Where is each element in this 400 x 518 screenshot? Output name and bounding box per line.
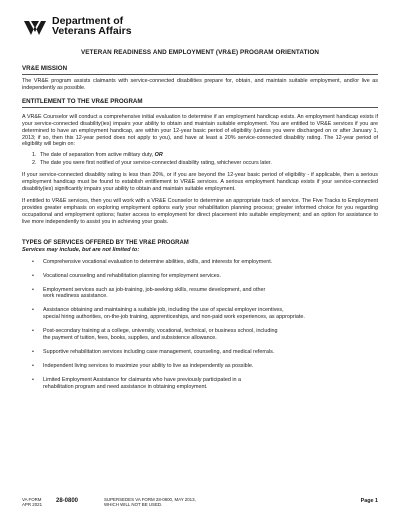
- dept-line-2: Veterans Affairs: [52, 25, 132, 37]
- form-date: APR 2021: [22, 502, 43, 507]
- services-list: [22, 259, 378, 391]
- list-item: [32, 328, 378, 342]
- service-line-1: Vocational counseling and rehabilitation planning for employment services.: [43, 272, 221, 279]
- bullet-icon: •: [32, 286, 34, 293]
- list-item: [32, 377, 378, 391]
- list-item-text: The date you were first notified of your service-connected disability rating, whichever occurs later.: [40, 159, 272, 166]
- service-line-1: Employment services such as job-training, job-seeking skills, resume development, and other: [43, 286, 266, 293]
- department-name: [52, 16, 132, 36]
- entitlement-paragraph-2: If your service-connected disability rating is less than 20%, or if you are beyond the 12-year basic period of eligibility - if applicable, then a serious employment handicap must be found to establish entitlement to VR&E services. A serious employment handicap exists if your service-connected disability(ies) significantly impairs your ability to obtain and maintain suitable employment.: [22, 172, 378, 193]
- entitlement-paragraph-3: If entitled to VR&E services, then you will work with a VR&E Counselor to determine an appropriate track of service. The Five Tracks to Employment provides greater emphasis on exploring employment options early your rehabilitation planning process; greater informed choice for you regarding occupational and employment options; faster access to employment for direct placement into suitable employment; and an option for assistance to live more independently to assist you in achieving your goals.: [22, 198, 378, 225]
- header: [22, 0, 378, 46]
- service-line-2: the payment of tuition, fees, books, supplies, and subsistence allowance.: [43, 335, 217, 342]
- service-line-1: Supportive rehabilitation services including case management, counseling, and medical referrals.: [43, 348, 275, 355]
- divider: [22, 107, 378, 108]
- supersedes-line-2: WHICH WILL NOT BE USED.: [104, 502, 163, 507]
- service-line-1: Comprehensive vocational evaluation to determine abilities, skills, and interests for employment.: [43, 258, 273, 265]
- supersedes-note: [104, 497, 361, 507]
- services-heading: TYPES OF SERVICES OFFERED BY THE VR&E PROGRAM: [22, 239, 189, 246]
- mission-text: The VR&E program assists claimants with service-connected disabilities prepare for, obtain, and maintain suitable employment, and/or live as independently as possible.: [22, 78, 378, 91]
- list-item: [32, 363, 378, 370]
- service-line-1: Limited Employment Assistance for claimants who have previously participated in a: [43, 376, 242, 383]
- page-title: VETERAN READINESS AND EMPLOYMENT (VR&E) PROGRAM ORIENTATION: [80, 49, 320, 56]
- bullet-icon: •: [32, 328, 34, 335]
- bullet-icon: •: [32, 376, 34, 383]
- list-item: [38, 152, 378, 160]
- form-footer: [22, 497, 378, 513]
- page-number: Page 1: [360, 498, 378, 504]
- service-line-2: rehabilitation program and need assistance in obtaining employment.: [43, 383, 208, 390]
- form-number: 28-0800: [56, 498, 79, 504]
- bullet-icon: •: [32, 307, 34, 314]
- list-item: [32, 287, 378, 301]
- service-line-2: work readiness assistance.: [43, 293, 108, 300]
- list-item-text: The date of separation from active military duty,: [40, 152, 155, 159]
- bullet-icon: •: [32, 362, 34, 369]
- list-item: [32, 307, 378, 321]
- service-line-1: Post-secondary training at a college, university, vocational, technical, or business school, including: [43, 328, 278, 335]
- entitlement-heading: ENTITLEMENT TO THE VR&E PROGRAM: [22, 97, 143, 105]
- bullet-icon: •: [32, 272, 34, 279]
- services-subheading: Services may include, but are not limited to:: [22, 246, 140, 253]
- dept-line-1: Department of: [52, 15, 124, 27]
- eligibility-list: [22, 152, 378, 167]
- va-seal-logo-icon: [22, 13, 48, 39]
- bullet-icon: •: [32, 258, 34, 265]
- form-label: VA FORM: [22, 497, 42, 502]
- service-line-1: Independent living services to maximize your ability to live as independently as possible.: [43, 362, 254, 369]
- service-line-2: special hiring authorities, on-the-job training, apprenticeships, and non-paid work experiences, as appropriate.: [43, 314, 305, 321]
- entitlement-paragraph-1: A VR&E Counselor will conduct a comprehensive initial evaluation to determine if an employment handicap exists. An employment handicap exists if your service-connected disability(ies) impairs your ability to obtain and maintain suitable employment. You are entitled to VR&E services if you are determined to have an employment handicap, are within your 12-year basic period of eligibility (unless you were discharged on or after January 1, 2013; if so, then this 12-year period does not apply to you), and have at least a 20% service-connected disability rating. The 12-year period of eligibility will begin on:: [22, 113, 378, 148]
- list-item: [32, 259, 378, 266]
- supersedes-line-1: SUPERSEDES VA FORM 28-0800, MAY 2013,: [104, 497, 196, 502]
- or-flag: OR: [154, 152, 163, 159]
- list-item: [32, 273, 378, 280]
- list-item: [32, 349, 378, 356]
- mission-heading: VR&E MISSION: [22, 65, 68, 72]
- list-item: [38, 160, 378, 168]
- service-line-1: Assistance obtaining and maintaining a suitable job, including the use of special employer incentives,: [43, 307, 284, 314]
- bullet-icon: •: [32, 348, 34, 355]
- form-id-block: [22, 497, 56, 507]
- divider: [22, 74, 378, 75]
